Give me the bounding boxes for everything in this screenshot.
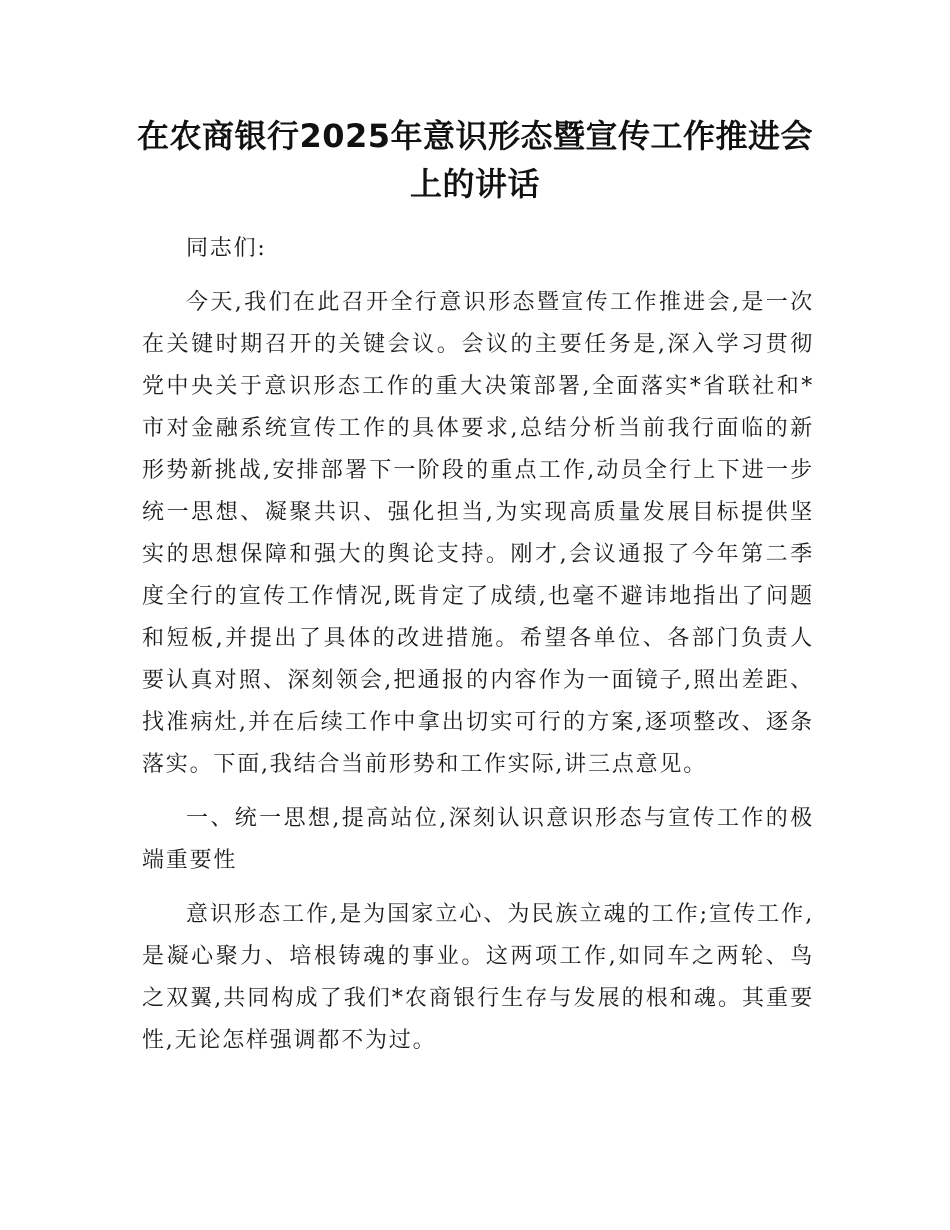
paragraph-opening: 今天,我们在此召开全行意识形态暨宣传工作推进会,是一次在关键时期召开的关键会议。会议的主要任务是,深入学习贯彻党中央关于意识形态工作的重大决策部署,全面落实*省联社和*市对金融系统宣传工作的具体要求,总结分析当前我行面临的新形势新挑战,安排部署下一阶段的重点工作,动员全行上下进一步统一思想、凝聚共识、强化担当,为实现高质量发展目标提供坚实的思想保障和强大的舆论支持。刚才,会议通报了今年第二季度全行的宣传工作情况,既肯定了成绩,也毫不避讳地指出了问题和短板,并提出了具体的改进措施。希望各单位、各部门负责人要认真对照、深刻领会,把通报的内容作为一面镜子,照出差距、找准病灶,并在后续工作中拿出切实可行的方案,逐项整改、逐条落实。下面,我结合当前形势和工作实际,讲三点意见。 — [142, 290, 814, 777]
document-title: 在农商银行2025年意识形态暨宣传工作推进会上的讲话 — [136, 117, 814, 203]
document-body — [142, 228, 814, 1074]
paragraph-section-1: 意识形态工作,是为国家立心、为民族立魂的工作;宣传工作,是凝心聚力、培根铸魂的事业。这两项工作,如同车之两轮、鸟之双翼,共同构成了我们*农商银行生存与发展的根和魂。其重要性,无论怎样强调都不为过。 — [142, 902, 814, 1053]
section-heading-1: 一、统一思想,提高站位,深刻认识意识形态与宣传工作的极端重要性 — [142, 806, 814, 873]
salutation: 同志们: — [186, 236, 267, 261]
